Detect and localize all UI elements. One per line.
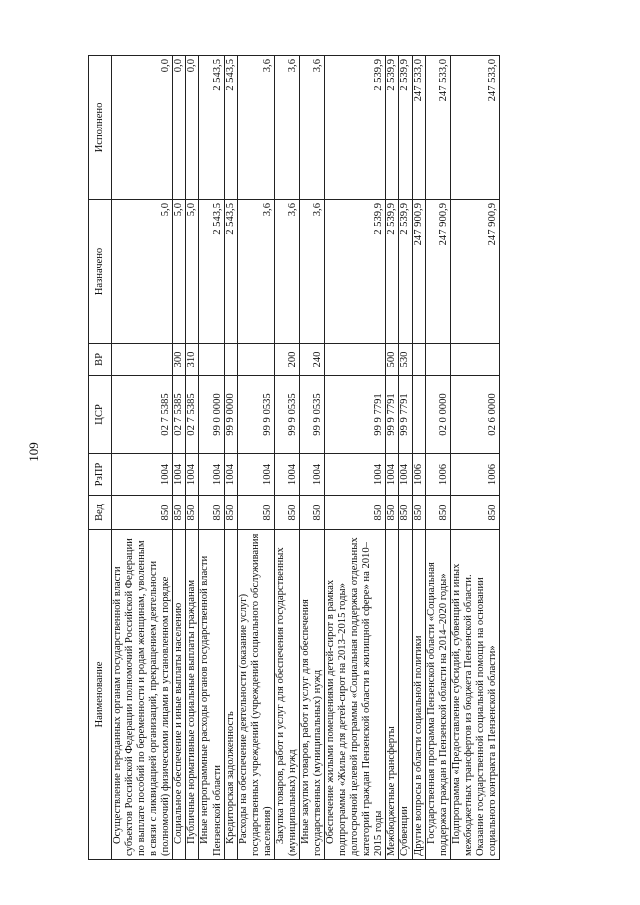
- row-name: Другие вопросы в области социальной политики: [412, 635, 424, 856]
- row-name: Закупка товаров, работ и услуг для обеспечения государственных (муниципальных) нужд: [274, 547, 298, 856]
- row-executed: 2 539,9: [386, 56, 399, 200]
- table-row: [112, 56, 173, 860]
- row-csr: 99 9 0000: [224, 376, 237, 454]
- row-executed: 3,6: [274, 56, 299, 200]
- table-header-row: [89, 56, 112, 860]
- page-number: 109: [26, 442, 41, 462]
- row-ved: 850: [425, 496, 450, 530]
- row-name: Субвенции: [399, 806, 411, 856]
- row-name: Расходы на обеспечение деятельности (оказание услуг) государственных учреждений (учреждений социального обслуживания населения): [237, 533, 273, 856]
- row-executed: 247 533,0: [425, 56, 450, 200]
- row-rzpr: 1004: [199, 454, 224, 496]
- row-vr: [237, 344, 274, 376]
- row-csr: 99 9 7791: [399, 376, 412, 454]
- row-csr: 99 9 0535: [237, 376, 274, 454]
- row-csr: 02 7 5385: [112, 376, 173, 454]
- row-executed: 247 533,0: [412, 56, 425, 200]
- row-assigned: 3,6: [237, 200, 274, 344]
- row-ved: 850: [112, 496, 173, 530]
- table-row: [399, 56, 412, 860]
- table-row: [173, 56, 186, 860]
- col-header-executed: Исполнено: [89, 56, 112, 200]
- row-assigned: 3,6: [274, 200, 299, 344]
- row-vr: [112, 344, 173, 376]
- row-assigned: 247 900,9: [412, 200, 425, 344]
- row-assigned: 2 539,9: [325, 200, 386, 344]
- row-ved: 850: [386, 496, 399, 530]
- row-executed: 247 533,0: [450, 56, 499, 200]
- row-executed: 0,0: [173, 56, 186, 200]
- table-row: [224, 56, 237, 860]
- row-vr: 530: [399, 344, 412, 376]
- col-header-ved: Вед: [89, 496, 112, 530]
- row-name: Кредиторская задолженность: [224, 711, 236, 844]
- table-row: [186, 56, 199, 860]
- row-name: Обеспечение жилыми помещениями детей-сирот в рамках подпрограммы «Жилье для детей-сирот на 2013–2015 годы» долгосрочной целевой программы «Социальная поддержка отдельных категорий граждан Пензенской области в жилищной сфере» на 2010–2015 годы: [325, 537, 385, 856]
- row-assigned: 5,0: [186, 200, 199, 344]
- row-executed: 3,6: [299, 56, 324, 200]
- row-vr: 200: [274, 344, 299, 376]
- col-header-vr: ВР: [89, 344, 112, 376]
- row-assigned: 5,0: [173, 200, 186, 344]
- row-vr: 240: [299, 344, 324, 376]
- row-executed: 2 543,5: [224, 56, 237, 200]
- col-header-csr: ЦСР: [89, 376, 112, 454]
- row-name: Подпрограмма «Предоставление субсидий, субвенций и иных межбюджетных трансфертов из бюджета Пензенской области. Оказание государственной социальной помощи на основании социального контракта в Пензенской области»: [450, 563, 498, 856]
- row-rzpr: 1004: [224, 454, 237, 496]
- row-rzpr: 1006: [412, 454, 425, 496]
- row-name: Иные непрограммные расходы органов государственной власти Пензенской области: [199, 555, 223, 856]
- row-ved: 850: [450, 496, 499, 530]
- row-rzpr: 1004: [325, 454, 386, 496]
- table-row: [450, 56, 499, 860]
- row-csr: 99 9 0535: [274, 376, 299, 454]
- row-vr: 500: [386, 344, 399, 376]
- row-name: Иные закупки товаров, работ и услуг для обеспечения государственных (муниципальных) нужд: [299, 599, 323, 856]
- row-executed: 0,0: [186, 56, 199, 200]
- table-row: [386, 56, 399, 860]
- row-ved: 850: [412, 496, 425, 530]
- row-executed: 2 543,5: [199, 56, 224, 200]
- row-ved: 850: [186, 496, 199, 530]
- row-rzpr: 1004: [237, 454, 274, 496]
- row-rzpr: 1006: [450, 454, 499, 496]
- row-rzpr: 1004: [299, 454, 324, 496]
- row-assigned: 3,6: [299, 200, 324, 344]
- row-assigned: 5,0: [112, 200, 173, 344]
- row-csr: 99 9 7791: [325, 376, 386, 454]
- row-rzpr: 1006: [425, 454, 450, 496]
- row-csr: 02 7 5385: [173, 376, 186, 454]
- row-ved: 850: [199, 496, 224, 530]
- row-rzpr: 1004: [173, 454, 186, 496]
- table-row: [199, 56, 224, 860]
- row-name: Государственная программа Пензенской области «Социальная поддержка граждан в Пензенской области на 2014–2020 годы»: [425, 562, 449, 856]
- row-vr: [325, 344, 386, 376]
- row-name: Осуществление переданных органам государственной власти субъектов Российской Федерации полномочий Российской Федерации по выплате пособий по беременности и родам женщинам, уволенным в связи с ликвидацией организаций, прекращением деятельности (полномочий) физическими лицами в установленном порядке: [112, 538, 172, 856]
- row-vr: [412, 344, 425, 376]
- row-name: Межбюджетные трансферты: [386, 726, 398, 856]
- row-csr: 99 9 0535: [299, 376, 324, 454]
- row-ved: 850: [399, 496, 412, 530]
- table-row: [237, 56, 274, 860]
- table-row: [274, 56, 299, 860]
- row-rzpr: 1004: [386, 454, 399, 496]
- table-row: [325, 56, 386, 860]
- row-name: Социальное обеспечение и иные выплаты населению: [173, 602, 185, 844]
- rotated-table-container: [88, 56, 550, 860]
- row-executed: 2 539,9: [399, 56, 412, 200]
- row-name: Публичные нормативные социальные выплаты гражданам: [186, 579, 198, 844]
- col-header-rzpr: РзПР: [89, 454, 112, 496]
- row-ved: 850: [224, 496, 237, 530]
- row-csr: 99 9 7791: [386, 376, 399, 454]
- row-vr: [224, 344, 237, 376]
- row-executed: 3,6: [237, 56, 274, 200]
- row-vr: [425, 344, 450, 376]
- row-rzpr: 1004: [399, 454, 412, 496]
- row-assigned: 2 539,9: [399, 200, 412, 344]
- row-vr: [450, 344, 499, 376]
- row-vr: [199, 344, 224, 376]
- row-csr: 02 0 0000: [425, 376, 450, 454]
- row-rzpr: 1004: [112, 454, 173, 496]
- row-executed: 2 539,9: [325, 56, 386, 200]
- row-ved: 850: [274, 496, 299, 530]
- row-assigned: 2 543,5: [199, 200, 224, 344]
- table-row: [412, 56, 425, 860]
- row-ved: 850: [325, 496, 386, 530]
- row-csr: [412, 376, 425, 454]
- row-executed: 0,0: [112, 56, 173, 200]
- row-rzpr: 1004: [274, 454, 299, 496]
- row-assigned: 2 543,5: [224, 200, 237, 344]
- table-row: [299, 56, 324, 860]
- row-vr: 300: [173, 344, 186, 376]
- row-assigned: 247 900,9: [450, 200, 499, 344]
- row-csr: 99 0 0000: [199, 376, 224, 454]
- row-assigned: 2 539,9: [386, 200, 399, 344]
- row-rzpr: 1004: [186, 454, 199, 496]
- row-csr: 02 7 5385: [186, 376, 199, 454]
- row-assigned: 247 900,9: [425, 200, 450, 344]
- row-vr: 310: [186, 344, 199, 376]
- row-csr: 02 6 0000: [450, 376, 499, 454]
- col-header-assigned: Назначено: [89, 200, 112, 344]
- row-ved: 850: [237, 496, 274, 530]
- row-ved: 850: [173, 496, 186, 530]
- col-header-name: Наименование: [89, 530, 112, 860]
- table-row: [425, 56, 450, 860]
- budget-table: [88, 55, 500, 860]
- row-ved: 850: [299, 496, 324, 530]
